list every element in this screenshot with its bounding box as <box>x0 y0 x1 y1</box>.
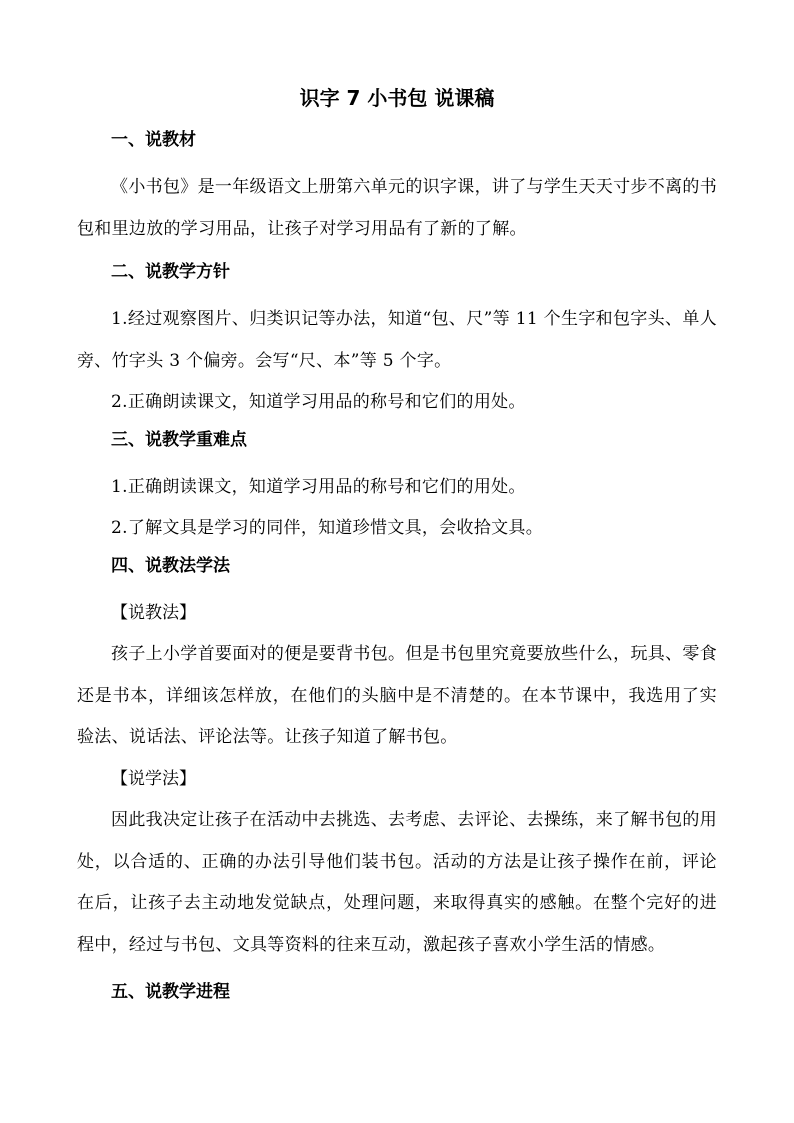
section-heading-1: 一、说教材 <box>111 130 196 150</box>
section-heading-3: 三、说教学重难点 <box>111 429 247 450</box>
subsection-label-learning-method: 【说学法】 <box>111 768 196 789</box>
section-2-paragraph-1: 1.经过观察图片、归类识记等办法，知道“包、尺”等 11 个生字和包字头、单人旁、竹字头 3 个偏旁。会写“尺、本”等 5 个字。 <box>77 309 717 371</box>
section-heading-4: 四、说教法学法 <box>111 555 230 576</box>
subsection-learning-method-paragraph: 因此我决定让孩子在活动中去挑选、去考虑、去评论、去操练，来了解书包的用处，以合适的、正确的办法引导他们装书包。活动的方法是让孩子操作在前，评论在后，让孩子去主动地发觉缺点，处理问题，来取得真实的感触。在整个完好的进程中，经过与书包、文具等资料的往来互动，激起孩子喜欢小学生活的情感。 <box>77 810 717 955</box>
section-1-paragraph-1: 《小书包》是一年级语文上册第六单元的识字课，讲了与学生天天寸步不离的书包和里边放的学习用品，让孩子对学习用品有了新的了解。 <box>77 177 717 239</box>
subsection-label-teaching-method: 【说教法】 <box>111 602 196 623</box>
section-3-paragraph-1: 1.正确朗读课文，知道学习用品的称号和它们的用处。 <box>111 476 526 497</box>
section-3-paragraph-2: 2.了解文具是学习的同伴，知道珍惜文具，会收拾文具。 <box>111 518 544 538</box>
section-heading-5: 五、说教学进程 <box>111 982 230 1002</box>
page-title: 识字 7 小书包 说课稿 <box>299 86 495 110</box>
subsection-teaching-method-paragraph: 孩子上小学首要面对的便是要背书包。但是书包里究竟要放些什么，玩具、零食还是书本，详细该怎样放，在他们的头脑中是不清楚的。在本节课中，我选用了实验法、说话法、评论法等。让孩子知道了解书包。 <box>77 644 717 747</box>
document-body <box>77 84 717 1019</box>
section-2-paragraph-2: 2.正确朗读课文，知道学习用品的称号和它们的用处。 <box>111 392 526 412</box>
section-heading-2: 二、说教学方针 <box>111 262 230 282</box>
